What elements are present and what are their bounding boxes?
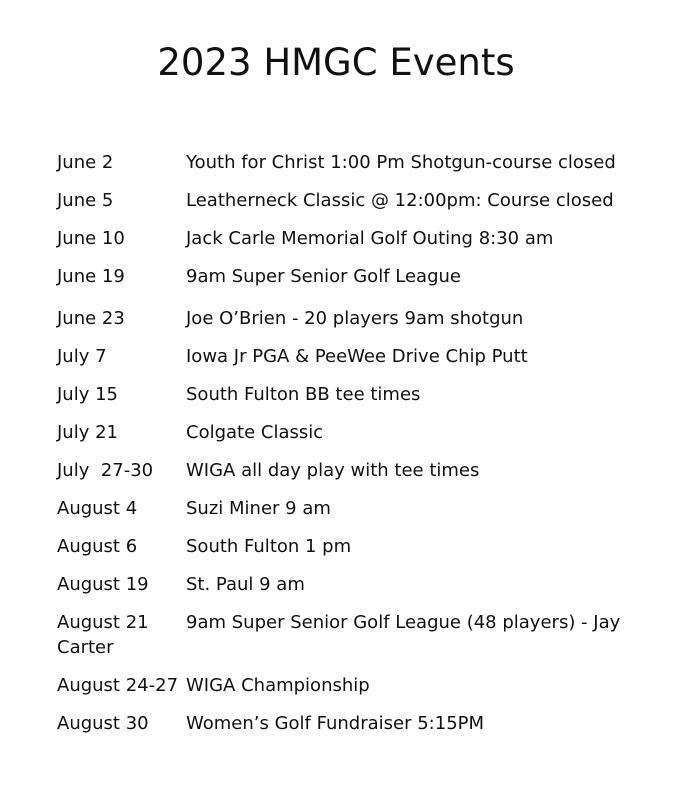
event-date: June 23: [57, 308, 125, 329]
event-date: July 7: [57, 346, 107, 367]
event-item: [57, 264, 657, 289]
event-date: August 30: [57, 713, 149, 734]
event-item: [57, 420, 657, 445]
event-description: St. Paul 9 am: [186, 574, 305, 595]
event-description: 9am Super Senior Golf League (48 players) - Jay: [186, 612, 621, 633]
event-date: July 27-30: [57, 460, 154, 481]
event-description: Women’s Golf Fundraiser 5:15PM: [186, 713, 485, 734]
event-description: 9am Super Senior Golf League: [186, 266, 461, 287]
event-item: [57, 458, 657, 483]
event-item: [57, 306, 657, 331]
event-item: [57, 344, 657, 369]
event-item: [57, 534, 657, 559]
event-item: [57, 572, 657, 597]
event-description: Leatherneck Classic @ 12:00pm: Course closed: [186, 190, 614, 211]
event-date: June 10: [57, 228, 125, 249]
event-date: August 4: [57, 498, 138, 519]
event-date: August 21: [57, 612, 149, 633]
event-description: Colgate Classic: [186, 422, 324, 443]
event-item: [57, 496, 657, 521]
event-description: WIGA all day play with tee times: [186, 460, 480, 481]
event-description: Youth for Christ 1:00 Pm Shotgun-course closed: [186, 152, 616, 173]
event-item: [57, 188, 657, 213]
event-date: August 6: [57, 536, 138, 557]
event-item: [57, 610, 657, 660]
event-description: WIGA Championship: [186, 675, 370, 696]
event-item: [57, 711, 657, 736]
event-description: Iowa Jr PGA & PeeWee Drive Chip Putt: [186, 346, 528, 367]
event-date: August 19: [57, 574, 149, 595]
event-item: [57, 382, 657, 407]
event-date: July 21: [57, 422, 118, 443]
event-item: [57, 673, 657, 698]
events-list: [57, 150, 657, 749]
event-item: [57, 226, 657, 251]
event-date: July 15: [57, 384, 118, 405]
event-date: June 5: [57, 190, 114, 211]
event-date-continuation: Carter: [57, 637, 114, 658]
event-item: [57, 150, 657, 175]
event-date: June 2: [57, 152, 114, 173]
event-description: South Fulton BB tee times: [186, 384, 421, 405]
event-description: South Fulton 1 pm: [186, 536, 352, 557]
event-date: August 24-27: [57, 675, 179, 696]
event-description: Suzi Miner 9 am: [186, 498, 331, 519]
event-description: Joe O’Brien - 20 players 9am shotgun: [186, 308, 524, 329]
page-title: 2023 HMGC Events: [157, 41, 515, 84]
event-description: Jack Carle Memorial Golf Outing 8:30 am: [186, 228, 554, 249]
event-date: June 19: [57, 266, 125, 287]
